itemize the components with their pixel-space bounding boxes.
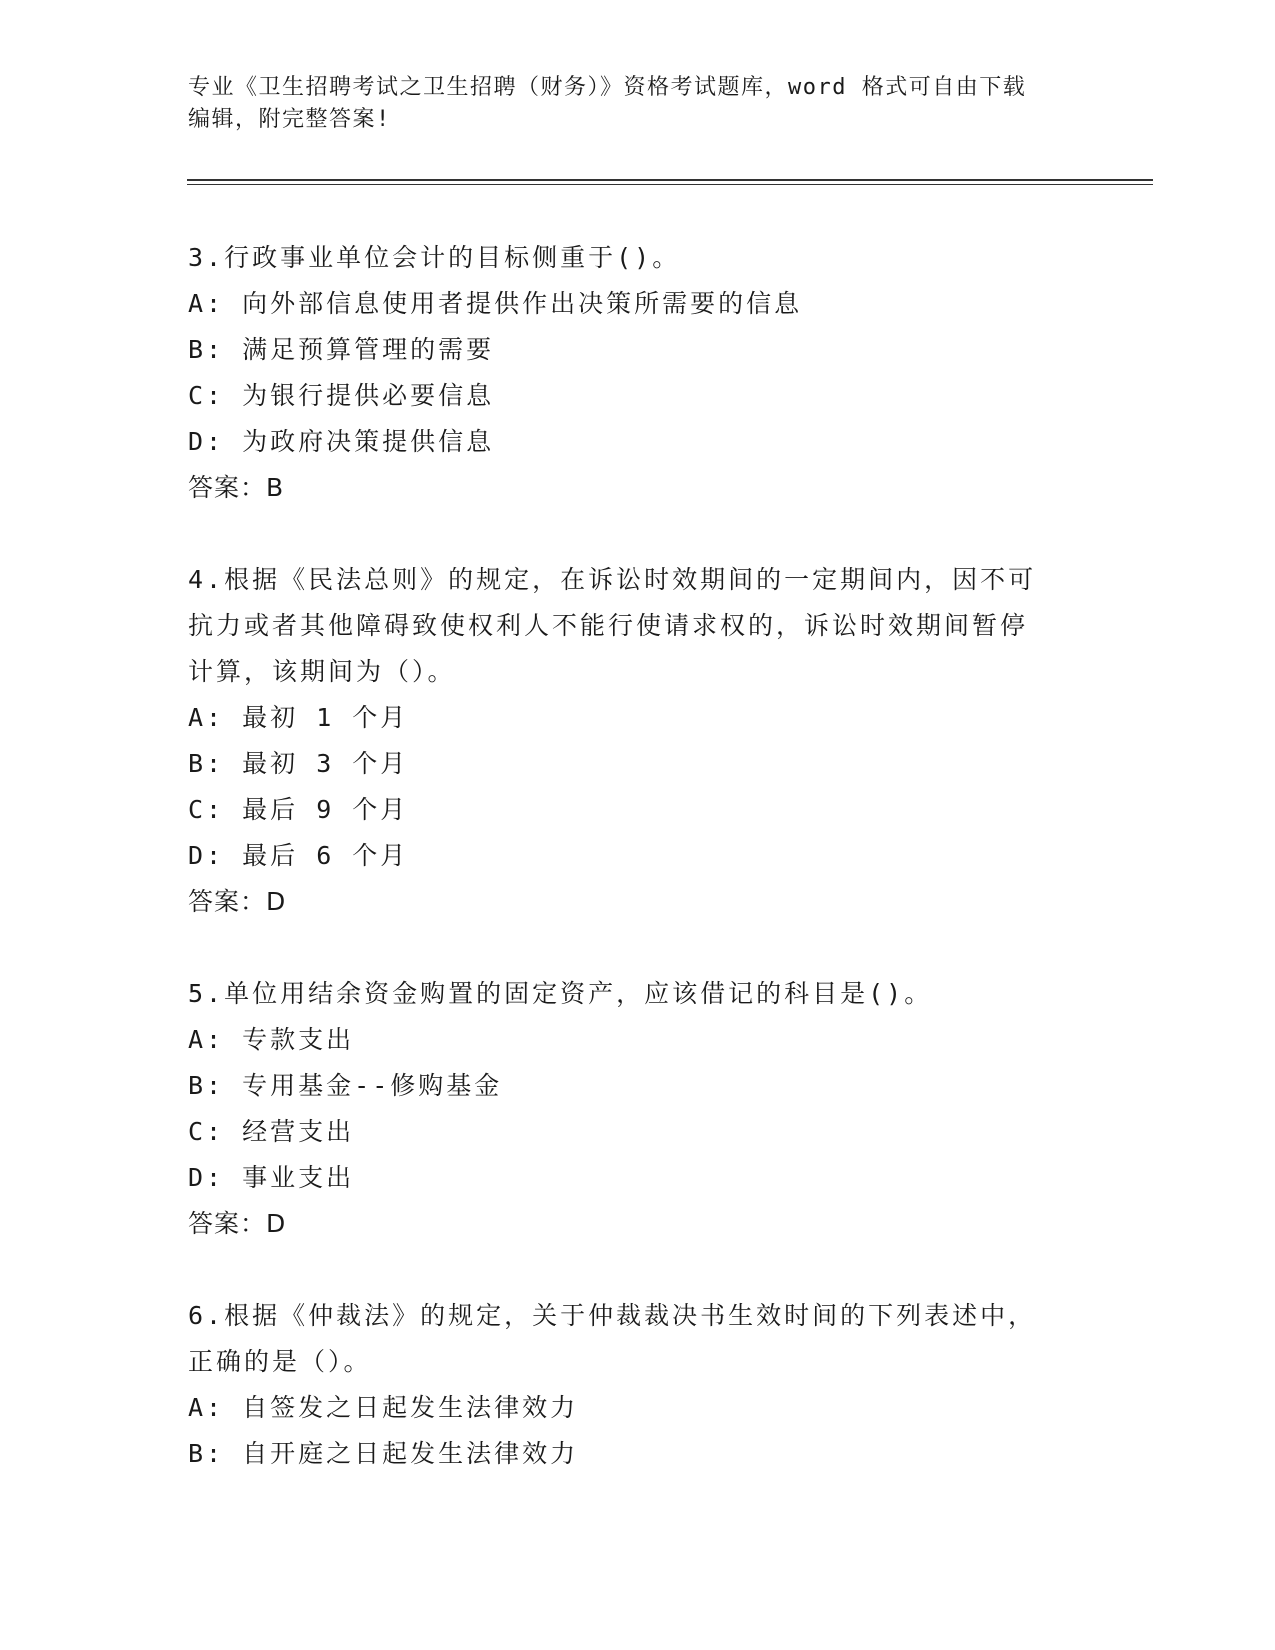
- header-divider-thin: [187, 184, 1153, 185]
- answer: 答案：B: [188, 473, 285, 502]
- option-d: D: 最后 6 个月: [188, 841, 409, 870]
- option-a: A: 向外部信息使用者提供作出决策所需要的信息: [188, 289, 803, 318]
- question-stem: 4.根据《民法总则》的规定，在诉讼时效期间的一定期间内，因不可: [188, 565, 1037, 594]
- option-d: D: 事业支出: [188, 1163, 355, 1192]
- option-a: A: 自签发之日起发生法律效力: [188, 1393, 579, 1422]
- question-list: [188, 235, 1088, 1477]
- answer: 答案：D: [188, 1209, 287, 1238]
- question-stem: 6.根据《仲裁法》的规定，关于仲裁裁决书生效时间的下列表述中，: [188, 1301, 1037, 1330]
- question-3: [188, 235, 1088, 511]
- option-b: B: 专用基金--修购基金: [188, 1071, 503, 1100]
- option-c: C: 经营支出: [188, 1117, 355, 1146]
- option-b: B: 自开庭之日起发生法律效力: [188, 1439, 579, 1468]
- answer: 答案：D: [188, 887, 287, 916]
- question-stem: 5.单位用结余资金购置的固定资产，应该借记的科目是()。: [188, 979, 933, 1008]
- question-6: [188, 1293, 1088, 1477]
- header-line: 编辑，附完整答案!: [188, 107, 391, 132]
- question-stem: 计算，该期间为（）。: [188, 657, 456, 686]
- option-b: B: 最初 3 个月: [188, 749, 409, 778]
- option-d: D: 为政府决策提供信息: [188, 427, 495, 456]
- header-divider: [187, 179, 1153, 181]
- question-stem: 正确的是（）。: [188, 1347, 372, 1376]
- header-line: 专业《卫生招聘考试之卫生招聘（财务）》资格考试题库，word 格式可自由下载: [188, 75, 1027, 100]
- question-stem: 抗力或者其他障碍致使权利人不能行使请求权的，诉讼时效期间暂停: [188, 611, 1029, 640]
- option-c: C: 为银行提供必要信息: [188, 381, 495, 410]
- option-a: A: 专款支出: [188, 1025, 355, 1054]
- option-c: C: 最后 9 个月: [188, 795, 409, 824]
- question-4: [188, 557, 1088, 925]
- option-b: B: 满足预算管理的需要: [188, 335, 495, 364]
- document-header: [188, 72, 1088, 136]
- question-stem: 3.行政事业单位会计的目标侧重于()。: [188, 243, 681, 272]
- question-5: [188, 971, 1088, 1247]
- option-a: A: 最初 1 个月: [188, 703, 409, 732]
